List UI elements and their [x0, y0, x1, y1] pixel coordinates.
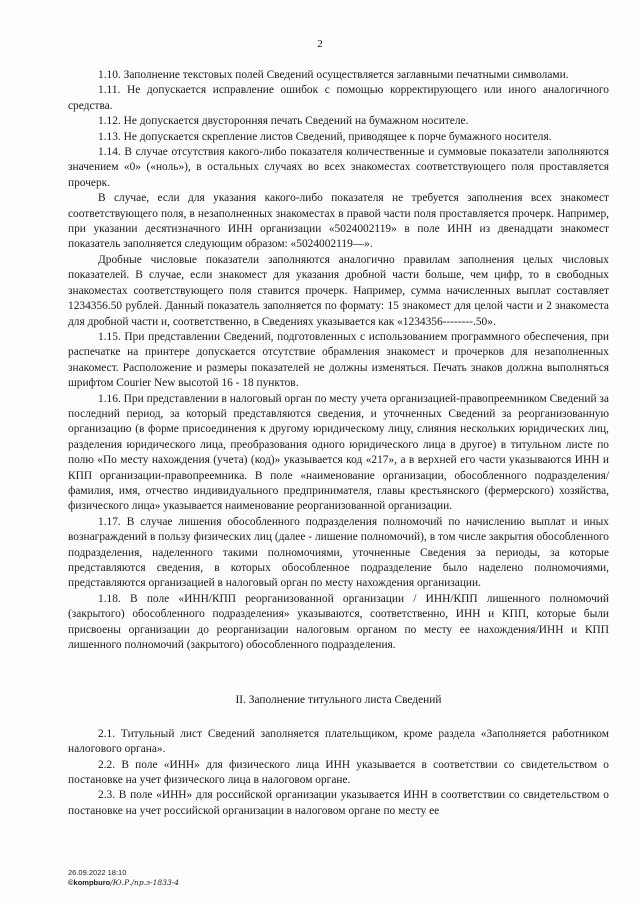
document-footer: [68, 868, 179, 887]
paragraph-2-2: 2.2. В поле «ИНН» для физического лица ИНН указывается в соответствии со свидетельством о постановке на учет физического лица в налоговом органе.: [68, 758, 609, 787]
paragraph-1-14-example: В случае, если для указания какого-либо показателя не требуется заполнения всех знакомест соответствующего поля, в незаполненных знакоместах в правой части поля проставляется прочерк. Например, при указании десятизначного ИНН организации «5024002119» в поле ИНН из двенадцати знакомест показатель заполняется следующим образом: «5024002119—».: [68, 192, 609, 251]
paragraph-1-17: 1.17. В случае лишения обособленного подразделения полномочий по начислению выплат и иных вознаграждений в пользу физических лиц (далее - лишение полномочий), в том числе закрытия обособленного подразделения, наделенного такими полномочиями, уточненные Сведения за периоды, за которые представляются сведения, в которых обособленное подразделение было наделено полномочиями, представляются организацией в налоговый орган по месту нахождения организации.: [68, 515, 609, 590]
paragraph-1-14-fraction: Дробные числовые показатели заполняются аналогично правилам заполнения целых числовых показателей. В случае, если знакомест для указания дробной части больше, чем цифр, то в свободных знакоместах соответствующего поля ставится прочерк. Например, сумма начисленных выплат составляет 1234356.50 рублей. Данный показатель заполняется по формату: 15 знакомест для целой части и 2 знакоместа для дробной части и, соответственно, в Сведениях указывается как «1234356--------.50».: [68, 253, 609, 328]
section-heading: II. Заполнение титульного листа Сведений: [235, 694, 442, 707]
paragraph-2-1: 2.1. Титульный лист Сведений заполняется плательщиком, кроме раздела «Заполняется работником налогового органа».: [68, 727, 609, 756]
footer-stamp: [68, 878, 179, 888]
paragraph-1-10: 1.10. Заполнение текстовых полей Сведений осуществляется заглавными печатными символами.: [98, 69, 569, 81]
footer-timestamp: 26.09.2022 18:10: [68, 868, 127, 877]
footer-handwritten-note: /Ю.Р./пр.з-1833-4: [110, 877, 180, 887]
document-body: [68, 68, 609, 819]
kompburo-logo: ©kompburo: [68, 877, 111, 887]
paragraph-1-15: 1.15. При представлении Сведений, подготовленных с использованием программного обеспечения, при распечатке на принтере допускается отсутствие обрамления знакомест и прочерков для незаполненных знакомест. Расположение и размеры показателей не должны изменяться. Печать знаков должна выполняться шрифтом Courier New высотой 16 - 18 пунктов.: [68, 330, 609, 390]
paragraph-1-13: 1.13. Не допускается скрепление листов Сведений, приводящее к порче бумажного носителя.: [98, 130, 552, 143]
paragraph-2-3: 2.3. В поле «ИНН» для российской организации указывается ИНН в соответствии со свидетельством о постановке на учет российской организации в налоговом органе по месту ее: [68, 789, 609, 817]
paragraph-1-18: 1.18. В поле «ИНН/КПП реорганизованной организации / ИНН/КПП лишенного полномочий (закрытого) обособленного подразделения» указываются, соответственно, ИНН и КПП, которые были присвоены организации до реорганизации налоговым органом по месту ее нахождения/ИНН и КПП лишенного полномочий (закрытого) обособленного подразделения.: [68, 592, 609, 652]
paragraph-1-12: 1.12. Не допускается двусторонняя печать Сведений на бумажном носителе.: [98, 115, 469, 128]
paragraph-1-14: 1.14. В случае отсутствия какого-либо показателя количественные и суммовые показатели заполняются значением «0» («ноль»), в остальных случаях во всех знакоместах соответствующего поля проставляется прочерк.: [68, 146, 609, 189]
paragraph-1-11: 1.11. Не допускается исправление ошибок с помощью корректирующего или иного аналогичного средства.: [68, 84, 609, 112]
page-number: 2: [317, 38, 323, 50]
paragraph-1-16: 1.16. При представлении в налоговый орган по месту учета организацией-правопреемником Сведений за последний период, за который представляются сведения, и уточненных Сведений за реорганизованную организацию (в форме присоединения к другому юридическому лицу, слияния нескольких юридических лиц, разделения юридического лица, преобразования одного юридического лица в другое) в титульном листе по полю «По месту нахождения (учета) (код)» указывается код «217», а в верхней его части указываются ИНН и КПП организации-правопреемника. В поле «наименование организации, обособленного подразделения/фамилия, имя, отчество индивидуального предпринимателя, главы крестьянского (фермерского) хозяйства, физического лица» указывается наименование реорганизованной организации.: [68, 392, 609, 513]
